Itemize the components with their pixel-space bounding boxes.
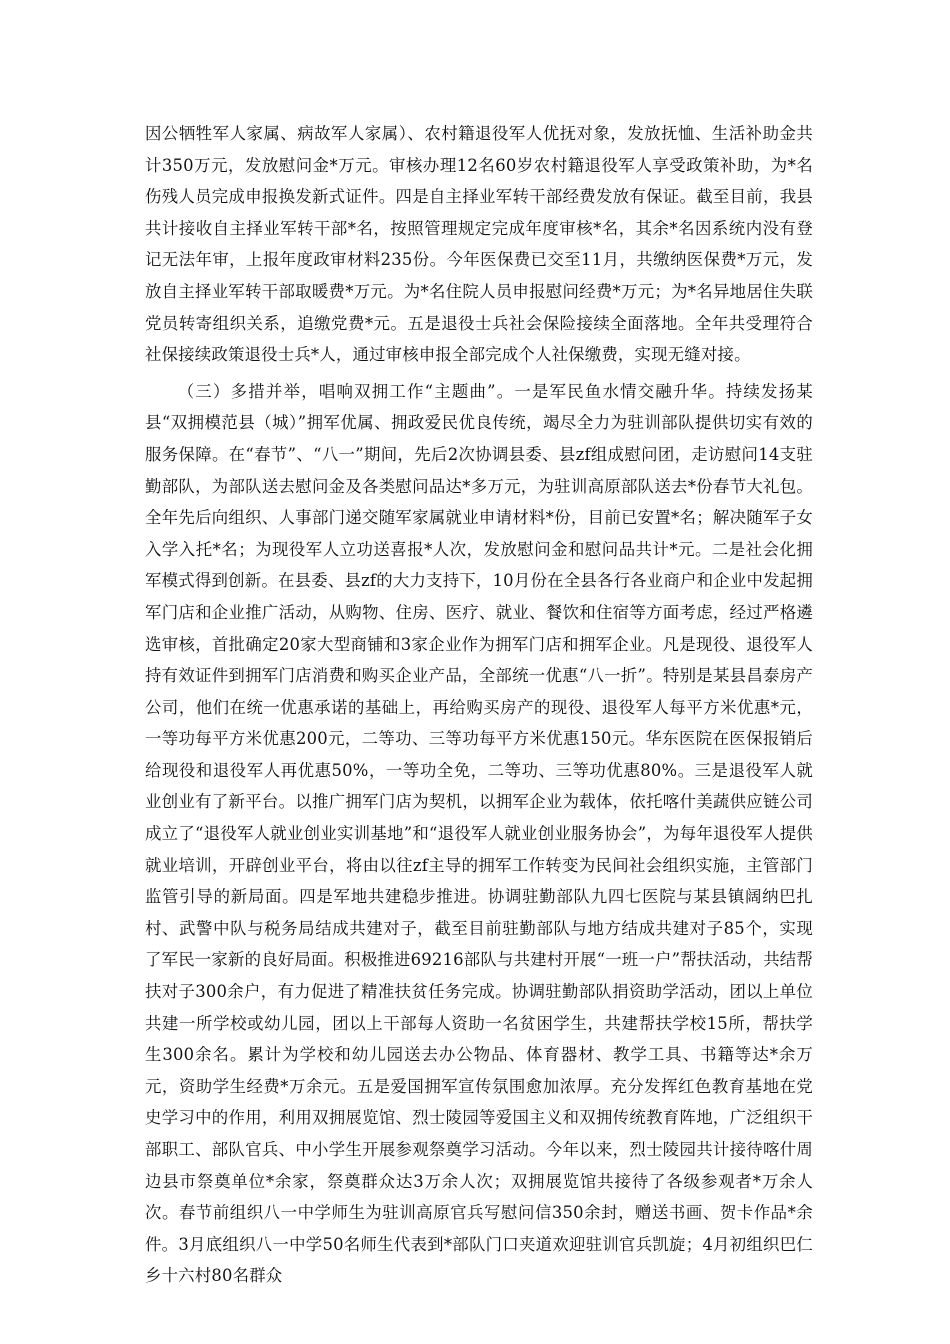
document-page <box>145 118 813 1292</box>
paragraph-continued: 因公牺牲军人家属、病故军人家属）、农村籍退役军人优抚对象，发放抚恤、生活补助金共计350万元，发放慰问金*万元。审核办理12名60岁农村籍退役军人享受政策补助，为*名伤残人员完成申报换发新式证件。四是自主择业军转干部经费发放有保证。截至目前，我县共计接收自主择业军转干部*名，按照管理规定完成年度审核*名，其余*名因系统内没有登记无法年审，上报年度政审材料235份。今年医保费已交至11月，共缴纳医保费*万元，发放自主择业军转干部取暖费*万元。为*名住院人员申报慰问经费*万元；为*名异地居住失联党员转寄组织关系，追缴党费*元。五是退役士兵社会保险接续全面落地。全年共受理符合社保接续政策退役士兵*人，通过审核申报全部完成个人社保缴费，实现无缝对接。 <box>145 124 813 365</box>
paragraph-section-three: （三）多措并举，唱响双拥工作“主题曲”。一是军民鱼水情交融升华。持续发扬某县“双拥模范县（城）”拥军优属、拥政爱民优良传统，竭尽全力为驻训部队提供切实有效的服务保障。在“春节”、“八一”期间，先后2次协调县委、县zf组成慰问团，走访慰问14支驻勤部队，为部队送去慰问金及各类慰问品达*多万元，为驻训高原部队送去*份春节大礼包。全年先后向组织、人事部门递交随军家属就业申请材料*份，目前已安置*名；解决随军子女入学入托*名；为现役军人立功送喜报*人次，发放慰问金和慰问品共计*元。二是社会化拥军模式得到创新。在县委、县zf的大力支持下，10月份在全县各行各业商户和企业中发起拥军门店和企业推广活动，从购物、住房、医疗、就业、餐饮和住宿等方面考虑，经过严格遴选审核，首批确定20家大型商铺和3家企业作为拥军门店和拥军企业。凡是现役、退役军人持有效证件到拥军门店消费和购买企业产品，全部统一优惠“八一折”。特别是某县昌泰房产公司，他们在统一优惠承诺的基础上，再给购买房产的现役、退役军人每平方米优惠*元，一等功每平方米优惠200元，二等功、三等功每平方米优惠150元。华东医院在医保报销后给现役和退役军人再优惠50%，一等功全免，二等功、三等功优惠80%。三是退役军人就业创业有了新平台。以推广拥军门店为契机，以拥军企业为载体，依托喀什美蔬供应链公司成立了“退役军人就业创业实训基地”和“退役军人就业创业服务协会”，为每年退役军人提供就业培训，开辟创业平台，将由以往zf主导的拥军工作转变为民间社会组织实施，主管部门监管引导的新局面。四是军地共建稳步推进。协调驻勤部队九四七医院与某县镇阔纳巴扎村、武警中队与税务局结成共建对子，截至目前驻勤部队与地方结成共建对子85个，实现了军民一家新的良好局面。积极推进69216部队与共建村开展“一班一户”帮扶活动，共结帮扶对子300余户，有力促进了精准扶贫任务完成。协调驻勤部队捐资助学活动，团以上单位共建一所学校或幼儿园，团以上干部每人资助一名贫困学生，共建帮扶学校15所，帮扶学生300余名。累计为学校和幼儿园送去办公物品、体育器材、教学工具、书籍等达*余万元，资助学生经费*万余元。五是爱国拥军宣传氛围愈加浓厚。充分发挥红色教育基地在党史学习中的作用，利用双拥展览馆、烈士陵园等爱国主义和双拥传统教育阵地，广泛组织干部职工、部队官兵、中小学生开展参观祭奠学习活动。今年以来，烈士陵园共计接待喀什周边县市祭奠单位*余家，祭奠群众达3万余人次；双拥展览馆共接待了各级参观者*万余人次。春节前组织八一中学师生为驻训高原官兵写慰问信350余封，赠送书画、贺卡作品*余件。3月底组织八一中学50名师生代表到*部队门口夹道欢迎驻训官兵凯旋；4月初组织巴仁乡十六村80名群众 <box>145 381 813 1286</box>
